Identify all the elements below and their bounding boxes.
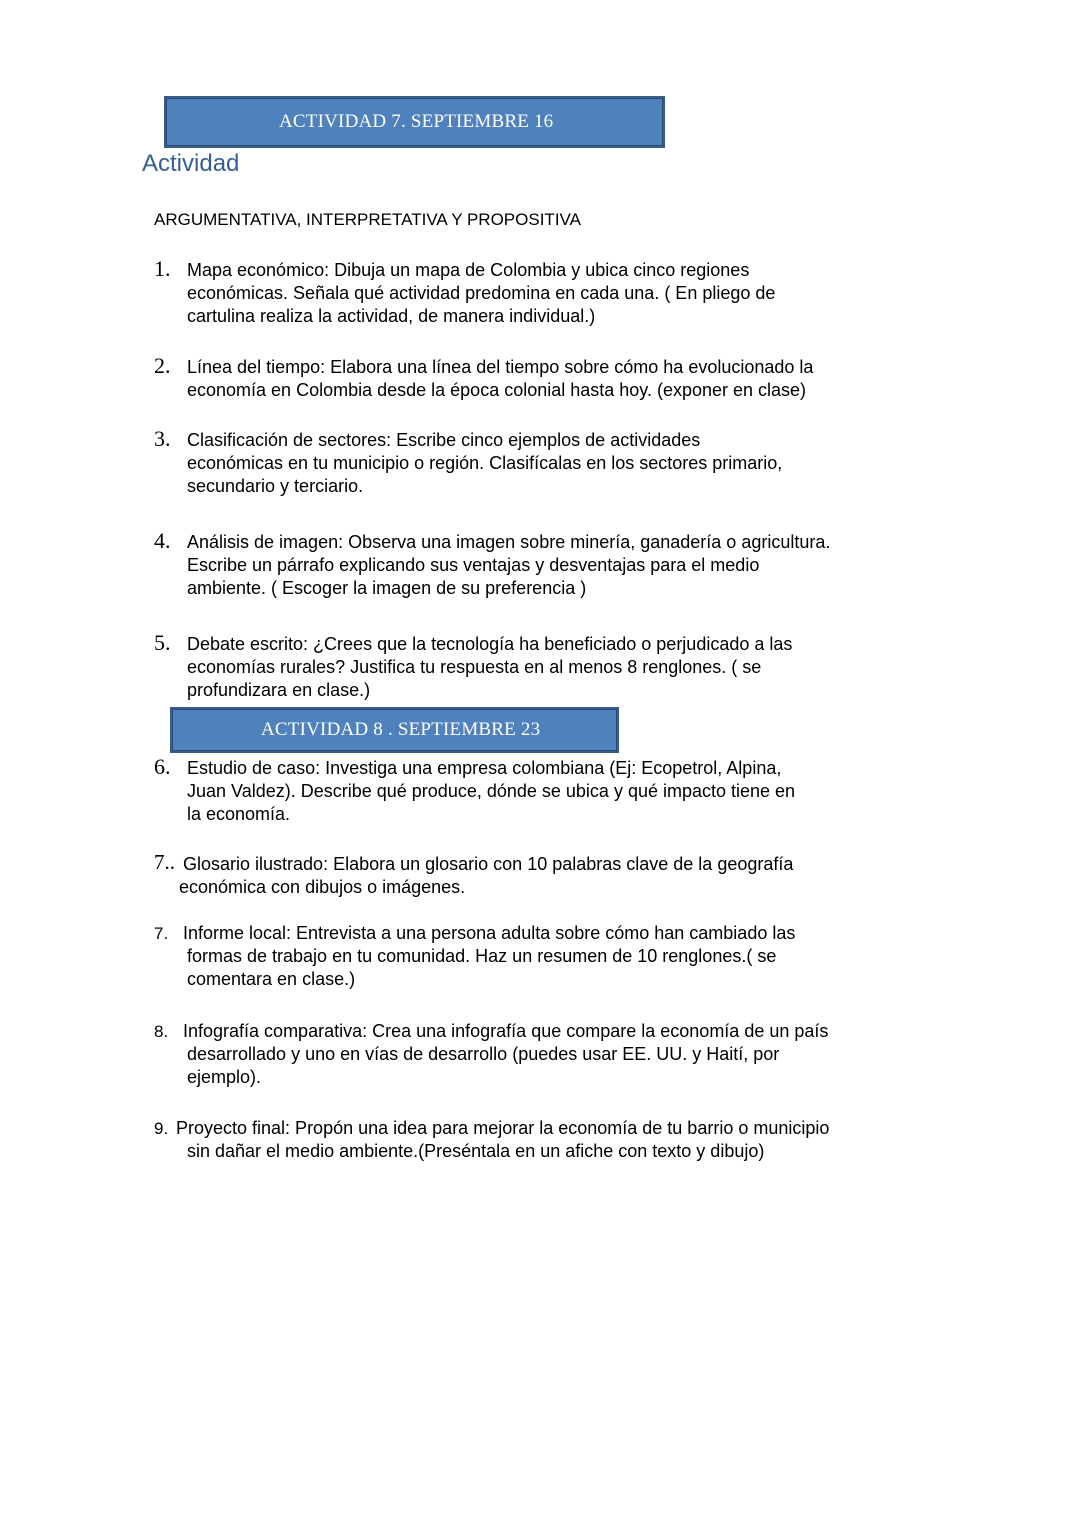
item-number: 7.. — [154, 850, 175, 874]
list-item — [154, 922, 914, 991]
item-line: Línea del tiempo: Elabora una línea del tiempo sobre cómo ha evolucionado la — [187, 357, 814, 377]
item-line: secundario y terciario. — [187, 476, 364, 496]
list-item — [154, 630, 914, 702]
item-line: economías rurales? Justifica tu respuesta en al menos 8 renglones. ( se — [187, 657, 762, 677]
item-line: desarrollado y uno en vías de desarrollo (puedes usar EE. UU. y Haití, por — [187, 1044, 780, 1064]
item-number: 6. — [154, 754, 171, 779]
list-item — [154, 754, 914, 826]
list-item — [154, 256, 914, 328]
item-line: Informe local: Entrevista a una persona adulta sobre cómo han cambiado las — [183, 923, 796, 943]
item-number: 4. — [154, 528, 171, 553]
item-line: Proyecto final: Propón una idea para mejorar la economía de tu barrio o municipio — [176, 1118, 830, 1138]
item-line: Juan Valdez). Describe qué produce, dónde se ubica y qué impacto tiene en — [187, 781, 796, 801]
page-heading: Actividad — [142, 150, 240, 177]
list-item — [154, 353, 914, 402]
item-line: Mapa económico: Dibuja un mapa de Colombia y ubica cinco regiones — [187, 260, 750, 280]
item-line: Infografía comparativa: Crea una infografía que compare la economía de un país — [183, 1021, 829, 1041]
item-line: Escribe un párrafo explicando sus ventajas y desventajas para el medio — [187, 555, 760, 575]
item-line: cartulina realiza la actividad, de manera individual.) — [187, 306, 596, 326]
item-line: ambiente. ( Escoger la imagen de su preferencia ) — [187, 578, 587, 598]
item-number: 9. — [154, 1119, 169, 1138]
item-line: comentara en clase.) — [187, 969, 356, 989]
item-line: ejemplo). — [187, 1067, 262, 1087]
item-number: 3. — [154, 426, 171, 451]
list-item — [154, 528, 914, 600]
list-item — [154, 1020, 914, 1089]
item-line: económicas en tu municipio o región. Clasifícalas en los sectores primario, — [187, 453, 783, 473]
item-line: Clasificación de sectores: Escribe cinco ejemplos de actividades — [187, 430, 701, 450]
item-line: profundizara en clase.) — [187, 680, 371, 700]
item-number: 2. — [154, 353, 171, 378]
activity-7-banner-label: ACTIVIDAD 7. SEPTIEMBRE 16 — [279, 111, 554, 132]
list-item — [154, 850, 914, 899]
item-line: Análisis de imagen: Observa una imagen sobre minería, ganadería o agricultura. — [187, 532, 831, 552]
item-number: 7. — [154, 924, 169, 943]
activity-8-banner — [170, 707, 619, 753]
item-line: económicas. Señala qué actividad predomina en cada una. ( En pliego de — [187, 283, 776, 303]
item-line: economía en Colombia desde la época colonial hasta hoy. (exponer en clase) — [187, 380, 807, 400]
item-line: Debate escrito: ¿Crees que la tecnología ha beneficiado o perjudicado a las — [187, 634, 793, 654]
item-line: sin dañar el medio ambiente.(Preséntala en un afiche con texto y dibujo) — [187, 1141, 765, 1161]
item-line: económica con dibujos o imágenes. — [179, 877, 466, 897]
activity-8-banner-label: ACTIVIDAD 8 . SEPTIEMBRE 23 — [261, 719, 541, 740]
page-subtitle: ARGUMENTATIVA, INTERPRETATIVA Y PROPOSITIVA — [154, 210, 581, 229]
list-item — [154, 426, 914, 498]
item-number: 8. — [154, 1022, 169, 1041]
item-number: 1. — [154, 256, 171, 281]
activity-7-banner — [164, 96, 665, 148]
item-line: la economía. — [187, 804, 291, 824]
list-item — [154, 1117, 914, 1163]
item-line: Glosario ilustrado: Elabora un glosario con 10 palabras clave de la geografía — [183, 854, 794, 874]
item-number: 5. — [154, 630, 171, 655]
item-line: formas de trabajo en tu comunidad. Haz un resumen de 10 renglones.( se — [187, 946, 777, 966]
item-line: Estudio de caso: Investiga una empresa colombiana (Ej: Ecopetrol, Alpina, — [187, 758, 782, 778]
